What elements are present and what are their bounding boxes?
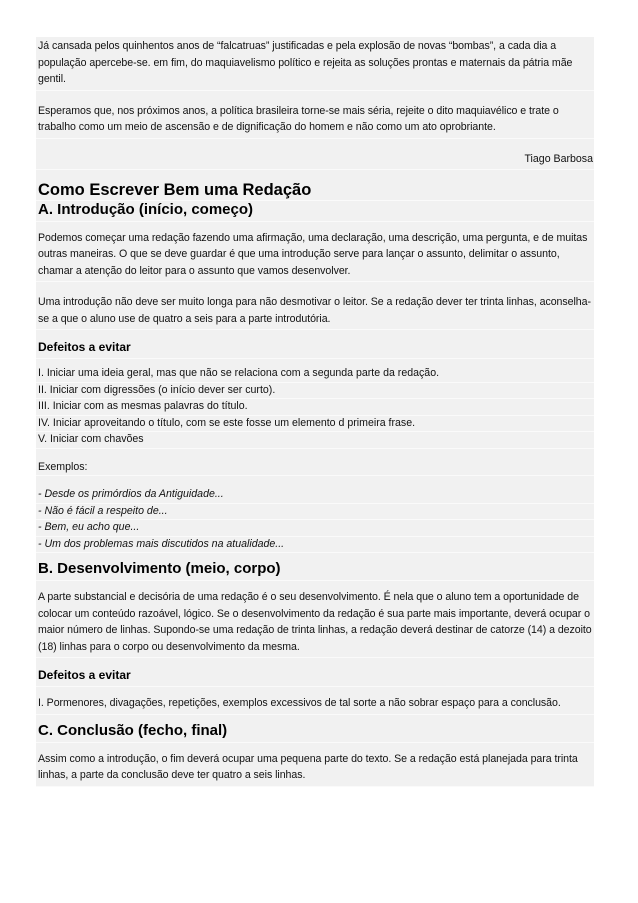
- spacer: [36, 170, 594, 181]
- defect-item: V. Iniciar com chavões: [36, 432, 594, 449]
- defect-item: III. Iniciar com as mesmas palavras do título.: [36, 399, 594, 416]
- spacer: [36, 743, 594, 750]
- section-b-defect-item: I. Pormenores, divagações, repetições, exemplos excessivos de tal sorte a não sobrar espaço para a conclusão.: [36, 694, 594, 715]
- spacer: [36, 715, 594, 722]
- example-item: - Bem, eu acho que...: [36, 520, 594, 537]
- section-a-defects-heading: Defeitos a evitar: [36, 337, 594, 359]
- document-page: [36, 37, 594, 787]
- spacer: [36, 476, 594, 487]
- defect-item: I. Iniciar uma ideia geral, mas que não se relaciona com a segunda parte da redação.: [36, 366, 594, 383]
- spacer: [36, 449, 594, 460]
- intro-paragraph-2: Esperamos que, nos próximos anos, a política brasileira torne-se mais séria, rejeite o dito maquiavélico e trate o trabalho como um meio de ascensão e de dignificação do homem e não como um ato oprobriante.: [36, 102, 594, 139]
- defect-item: IV. Iniciar aproveitando o título, com se este fosse um elemento d primeira frase.: [36, 416, 594, 433]
- examples-label: Exemplos:: [36, 460, 594, 477]
- spacer: [36, 139, 594, 150]
- example-item: - Um dos problemas mais discutidos na atualidade...: [36, 537, 594, 554]
- section-b-heading: B. Desenvolvimento (meio, corpo): [36, 560, 594, 581]
- section-a-heading: A. Introdução (início, começo): [36, 201, 594, 222]
- section-c-heading: C. Conclusão (fecho, final): [36, 722, 594, 743]
- spacer: [36, 282, 594, 293]
- spacer: [36, 553, 594, 560]
- intro-paragraph-1: Já cansada pelos quinhentos anos de “falcatruas” justificadas e pela explosão de novas “bombas”, a cada dia a população apercebe-se. em fim, do maquiavelismo político e rejeita as soluções prontas e maternais da pátria mãe gentil.: [36, 37, 594, 91]
- spacer: [36, 687, 594, 694]
- author-signature: Tiago Barbosa: [36, 150, 594, 170]
- spacer: [36, 359, 594, 366]
- section-b-defects-heading: Defeitos a evitar: [36, 665, 594, 687]
- example-item: - Desde os primórdios da Antiguidade...: [36, 487, 594, 504]
- defect-item: II. Iniciar com digressões (o início dever ser curto).: [36, 383, 594, 400]
- section-a-paragraph-1: Podemos começar uma redação fazendo uma afirmação, uma declaração, uma descrição, uma pergunta, e de muitas outras maneiras. O que se deve guardar é que uma introdução serve para lançar o assunto, delimitar o assunto, chamar a atenção do leitor para o assunto que vamos desenvolver.: [36, 229, 594, 283]
- spacer: [36, 91, 594, 102]
- article-title: Como Escrever Bem uma Redação: [36, 181, 594, 201]
- spacer: [36, 222, 594, 229]
- spacer: [36, 658, 594, 665]
- section-a-paragraph-2: Uma introdução não deve ser muito longa para não desmotivar o leitor. Se a redação dever ter trinta linhas, aconselha-se a que o aluno use de quatro a seis para a parte introdutória.: [36, 293, 594, 330]
- section-c-paragraph-1: Assim como a introdução, o fim deverá ocupar uma pequena parte do texto. Se a redação está planejada para trinta linhas, a parte da conclusão deve ter quatro a seis linhas.: [36, 750, 594, 787]
- section-b-paragraph-1: A parte substancial e decisória de uma redação é o seu desenvolvimento. É nela que o aluno tem a oportunidade de colocar um conteúdo razoável, lógico. Se o desenvolvimento da redação é sua parte mais importante, deverá ocupar o maior número de linhas. Supondo-se uma redação de trinta linhas, a redação deverá destinar de catorze (14) a dezoito (18) linhas para o corpo ou desenvolvimento da mesma.: [36, 588, 594, 658]
- spacer: [36, 581, 594, 588]
- example-item: - Não é fácil a respeito de...: [36, 504, 594, 521]
- spacer: [36, 330, 594, 337]
